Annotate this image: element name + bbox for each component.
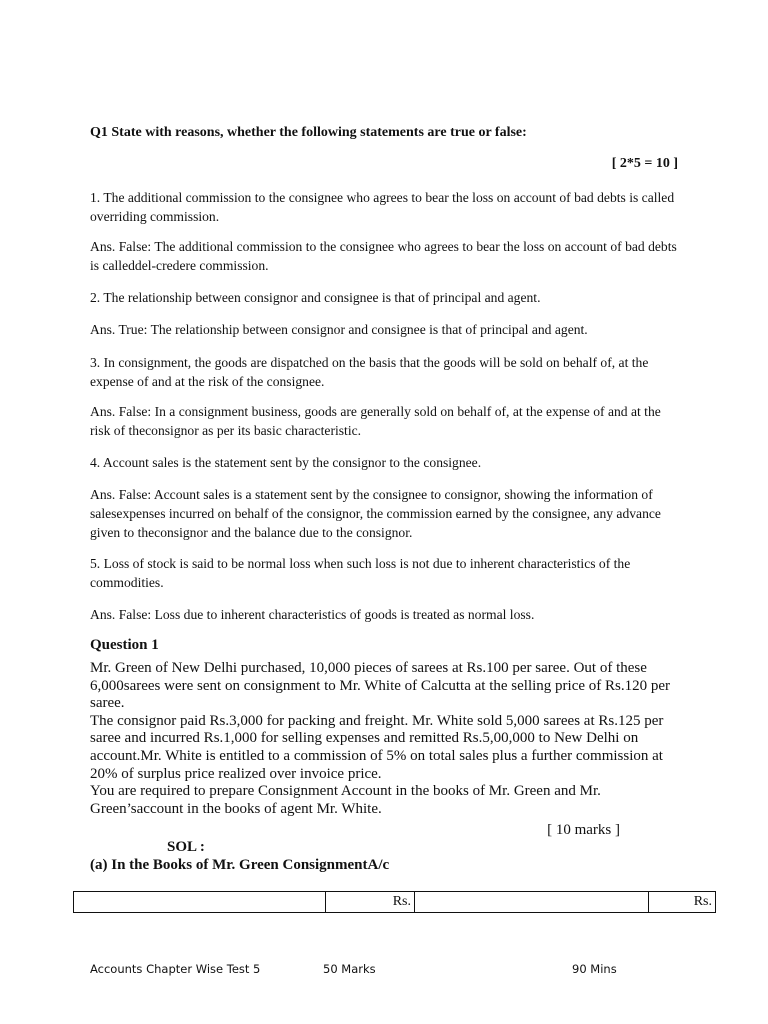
answer-4: Ans. False: Account sales is a statement sent by the consignee to consignor, showing the information of salesexpenses incurred on behalf of the consignor, the commission earned by the consignee, any advance given to theconsignor and the balance due to the consignor. <box>90 487 661 540</box>
question-1-body <box>90 660 690 818</box>
table-row <box>74 892 716 913</box>
table-cell-rs-right: Rs. <box>649 892 716 913</box>
question-1-title: Question 1 <box>90 637 159 653</box>
footer-time: 90 Mins <box>572 962 617 976</box>
question-1-marks: [ 10 marks ] <box>547 822 620 838</box>
question-1-paragraph: Mr. Green of New Delhi purchased, 10,000 pieces of sarees at Rs.100 per saree. Out of these 6,000sarees were sent on consignment to Mr. White of Calcutta at the selling price of Rs.120 per saree. <box>90 660 670 712</box>
solution-label: SOL : <box>167 839 205 855</box>
statement-2: 2. The relationship between consignor and consignee is that of principal and agent. <box>90 290 541 305</box>
statement-4: 4. Account sales is the statement sent by the consignor to the consignee. <box>90 455 482 470</box>
question-1-paragraph: The consignor paid Rs.3,000 for packing and freight. Mr. White sold 5,000 sarees at Rs.125 per saree and incurred Rs.1,000 for selling expenses and remitted Rs.5,00,000 to New Delhi on account.Mr. White is entitled to a commission of 5% on total sales plus a further commission at 20% of surplus price realized over invoice price. <box>90 712 664 782</box>
q1-marks: [ 2*5 = 10 ] <box>611 156 678 171</box>
table-cell-particulars-left <box>74 892 326 913</box>
footer-test-name: Accounts Chapter Wise Test 5 <box>90 962 261 976</box>
answer-2: Ans. True: The relationship between consignor and consignee is that of principal and agent. <box>90 322 588 337</box>
statement-1: 1. The additional commission to the consignee who agrees to bear the loss on account of bad debts is called overriding commission. <box>90 190 675 224</box>
answer-5: Ans. False: Loss due to inherent characteristics of goods is treated as normal loss. <box>90 607 535 622</box>
answer-3: Ans. False: In a consignment business, goods are generally sold on behalf of, at the expense of and at the risk of theconsignor as per its basic characteristic. <box>90 404 661 438</box>
consignment-account-table <box>73 891 716 913</box>
statement-5: 5. Loss of stock is said to be normal loss when such loss is not due to inherent characteristics of the commodities. <box>90 556 631 590</box>
q1-heading: Q1 State with reasons, whether the following statements are true or false: <box>90 125 527 140</box>
books-heading: (a) In the Books of Mr. Green ConsignmentA/c <box>90 857 390 873</box>
question-1-paragraph: You are required to prepare Consignment Account in the books of Mr. Green and Mr. Green’saccount in the books of agent Mr. White. <box>90 783 601 817</box>
answer-1: Ans. False: The additional commission to the consignee who agrees to bear the loss on account of bad debts is calleddel-credere commission. <box>90 239 677 273</box>
footer-marks: 50 Marks <box>323 962 376 976</box>
statement-3: 3. In consignment, the goods are dispatched on the basis that the goods will be sold on behalf of, at the expense of and at the risk of the consignee. <box>90 355 649 389</box>
table-cell-particulars-right <box>415 892 649 913</box>
table-cell-rs-left: Rs. <box>326 892 415 913</box>
